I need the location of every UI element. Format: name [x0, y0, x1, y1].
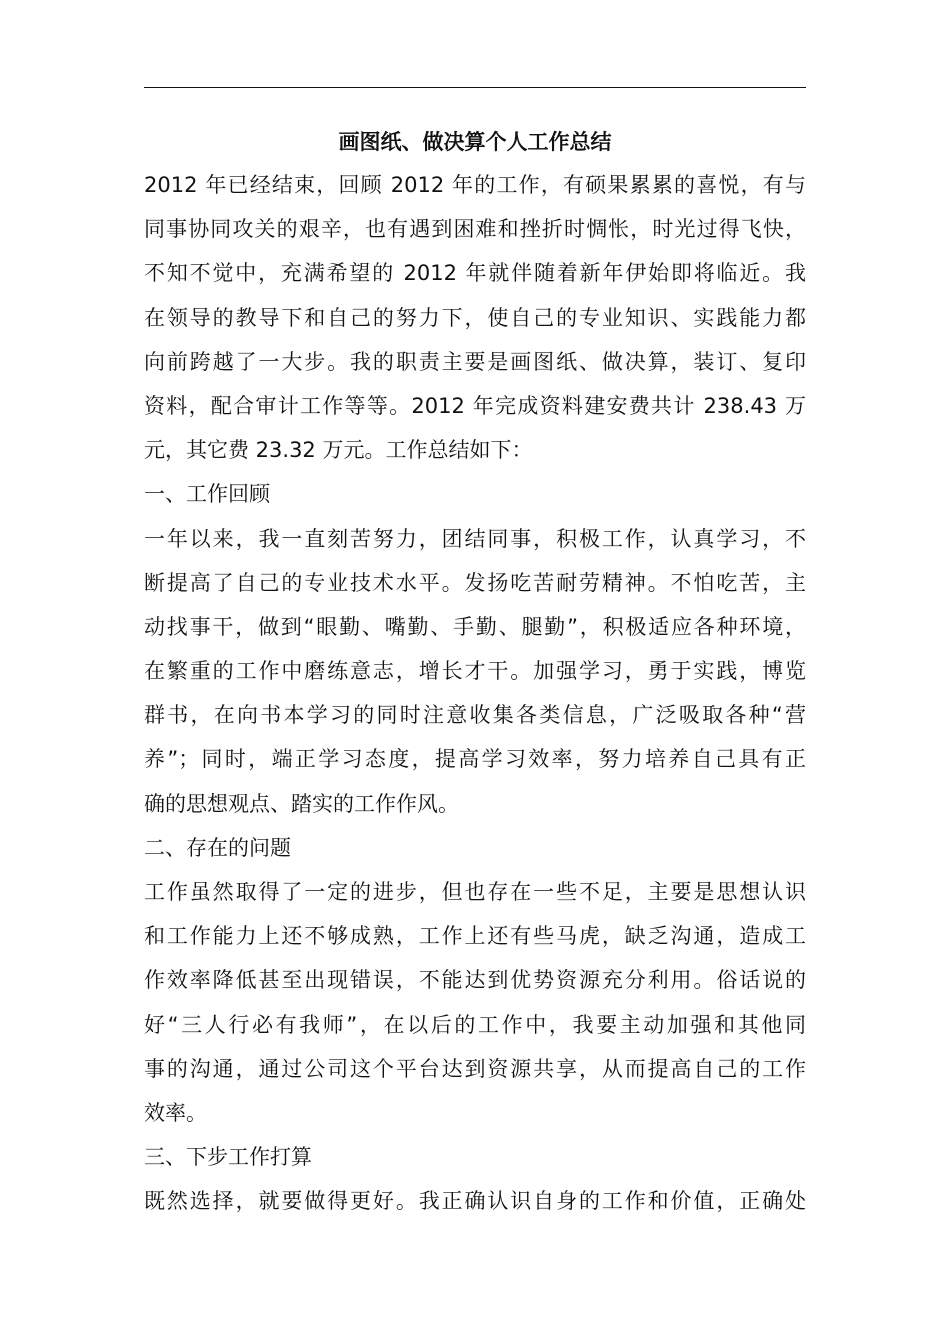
text-line: 资料，配合审计工作等等。2012 年完成资料建安费共计 238.43 万 — [144, 393, 806, 418]
text-line: 既然选择，就要做得更好。我正确认识自身的工作和价值，正确处 — [144, 1189, 806, 1214]
text-line: 养”；同时，端正学习态度，提高学习效率，努力培养自己具有正 — [144, 747, 806, 772]
document-body — [144, 163, 806, 1224]
text-line: 在繁重的工作中磨练意志，增长才干。加强学习，勇于实践，博览 — [144, 659, 806, 684]
section-heading: 三、下步工作打算 — [144, 1145, 312, 1170]
text-line: 事的沟通，通过公司这个平台达到资源共享，从而提高自己的工作 — [144, 1056, 806, 1081]
text-line: 同事协同攻关的艰辛，也有遇到困难和挫折时惆怅，时光过得飞快， — [144, 217, 806, 242]
section-heading: 二、存在的问题 — [144, 835, 291, 860]
text-line: 一年以来，我一直刻苦努力，团结同事，积极工作，认真学习，不 — [144, 526, 806, 551]
document-title: 画图纸、做决算个人工作总结 — [338, 130, 612, 154]
text-line: 效率。 — [144, 1100, 207, 1125]
text-line: 断提高了自己的专业技术水平。发扬吃苦耐劳精神。不怕吃苦，主 — [144, 570, 806, 595]
text-line: 元，其它费 23.32 万元。工作总结如下： — [144, 438, 533, 463]
text-line: 在领导的教导下和自己的努力下，使自己的专业知识、实践能力都 — [144, 305, 806, 330]
text-line: 确的思想观点、踏实的工作作风。 — [144, 791, 459, 816]
text-line: 2012 年已经结束，回顾 2012 年的工作，有硕果累累的喜悦，有与 — [144, 173, 806, 197]
header-rule — [144, 87, 806, 88]
text-line: 动找事干，做到“眼勤、嘴勤、手勤、腿勤”，积极适应各种环境， — [144, 614, 806, 639]
text-line: 不知不觉中，充满希望的 2012 年就伴随着新年伊始即将临近。我 — [144, 261, 806, 286]
text-line: 工作虽然取得了一定的进步，但也存在一些不足，主要是思想认识 — [144, 880, 806, 904]
text-line: 和工作能力上还不够成熟，工作上还有些马虎，缺乏沟通，造成工 — [144, 924, 806, 949]
text-line: 作效率降低甚至出现错误，不能达到优势资源充分利用。俗话说的 — [144, 968, 806, 993]
section-heading: 一、工作回顾 — [144, 482, 270, 507]
text-line: 向前跨越了一大步。我的职责主要是画图纸、做决算，装订、复印 — [144, 349, 806, 374]
text-line: 好“三人行必有我师”，在以后的工作中，我要主动加强和其他同 — [144, 1012, 806, 1037]
text-line: 群书，在向书本学习的同时注意收集各类信息，广泛吸取各种“营 — [144, 703, 806, 728]
